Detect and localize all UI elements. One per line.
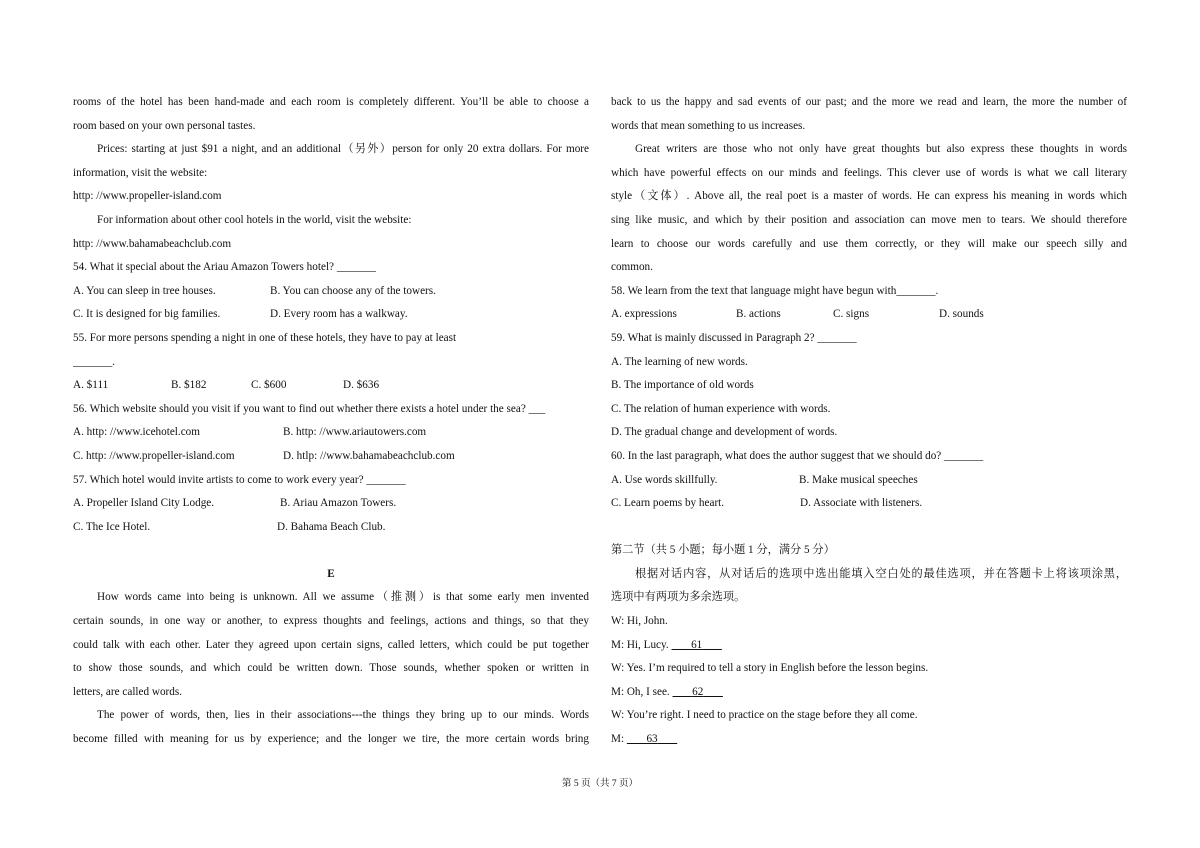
- paragraph-line: For information about other cool hotels in the world, visit the website:: [97, 213, 412, 226]
- section-2-instructions: 根据对话内容，从对话后的选项中选出能填入空白处的最佳选项，并在答题卡上将该项涂黑，: [635, 567, 1127, 580]
- option-b: B. actions: [736, 308, 781, 321]
- option-b: B. Make musical speeches: [799, 473, 918, 486]
- website-url: http: //www.propeller-island.com: [73, 190, 222, 203]
- paragraph-line: common.: [611, 261, 653, 274]
- option-d: D. Bahama Beach Club.: [277, 520, 386, 533]
- paragraph-line: to show those sounds, and which could be written down. Those sounds, whether spoken or written in: [73, 662, 589, 675]
- option-a: A. You can sleep in tree houses.: [73, 284, 216, 297]
- option-a: A. Use words skillfully.: [611, 473, 718, 486]
- question-57-stem: 57. Which hotel would invite artists to come to work every year? _______: [73, 473, 406, 486]
- answer-blank: 61: [691, 638, 703, 651]
- dialogue-line: M: 63: [611, 728, 1127, 752]
- section-2-instructions: 选项中有两项为多余选项。: [611, 591, 746, 604]
- option-b: B. http: //www.ariautowers.com: [283, 426, 427, 439]
- option-d: D. The gradual change and development of words.: [611, 426, 838, 439]
- option-c: C. $600: [251, 379, 287, 392]
- option-c: C. Learn poems by heart.: [611, 497, 725, 510]
- option-a: A. expressions: [611, 308, 677, 321]
- option-d: D. $636: [343, 379, 380, 392]
- option-c: C. It is designed for big families.: [73, 308, 221, 321]
- question-57-options: [73, 516, 589, 540]
- option-c: C. signs: [833, 308, 870, 321]
- paragraph-line: Prices: starting at just $91 a night, and an additional（另外）person for only 20 extra dollars. For more: [97, 143, 589, 156]
- option-d: D. Every room has a walkway.: [270, 308, 408, 321]
- question-54-options: [73, 280, 589, 304]
- option-d: D. Associate with listeners.: [800, 497, 923, 510]
- paragraph-line: How words came into being is unknown. All we assume（推测）is that some early men invented: [97, 591, 589, 604]
- website-url: http: //www.bahamabeachclub.com: [73, 237, 232, 250]
- option-b: B. You can choose any of the towers.: [270, 284, 436, 297]
- option-d: D. sounds: [939, 308, 984, 321]
- question-55-stem: 55. For more persons spending a night in one of these hotels, they have to pay at least: [73, 331, 457, 344]
- question-56-stem: 56. Which website should you visit if you want to find out whether there exists a hotel under the sea? ___: [73, 402, 546, 415]
- question-60-options: [611, 469, 1127, 493]
- question-58-stem: 58. We learn from the text that language might have begun with_______.: [611, 284, 939, 297]
- option-a: A. The learning of new words.: [611, 355, 748, 368]
- option-a: A. $111: [73, 379, 109, 392]
- paragraph-line: The power of words, then, lies in their associations---the things they bring up to our minds. Words: [97, 709, 589, 722]
- question-54-options: [73, 303, 589, 327]
- question-56-options: [73, 421, 589, 445]
- section-heading: E: [327, 567, 335, 580]
- section-2-title: 第二节（共 5 小题；每小题 1 分，满分 5 分）: [611, 544, 835, 557]
- page-footer: 第 5 页（共 7 页）: [561, 779, 638, 789]
- paragraph-line: certain sounds, in one way or another, to express thoughts and feelings, actions and things, so that they: [73, 615, 589, 628]
- question-60-options: [611, 492, 1127, 516]
- question-60-stem: 60. In the last paragraph, what does the author suggest that we should do? _______: [611, 449, 984, 462]
- question-55-stem-cont: _______.: [73, 355, 115, 368]
- paragraph-line: could talk with each other. Later they agreed upon certain signs, called letters, which could be put together: [73, 638, 589, 651]
- answer-blank: 63: [646, 733, 658, 746]
- paragraph-line: learn to choose our words carefully and use them correctly, or they will make our speech silly and: [611, 237, 1127, 250]
- question-56-options: [73, 445, 589, 469]
- answer-blank: 62: [692, 685, 704, 698]
- paragraph-line: information, visit the website:: [73, 166, 208, 179]
- option-c: C. http: //www.propeller-island.com: [73, 449, 235, 462]
- option-b: B. The importance of old words: [611, 379, 754, 392]
- dialogue-line: W: Yes. I’m required to tell a story in English before the lesson begins.: [611, 662, 929, 675]
- option-a: A. http: //www.icehotel.com: [73, 426, 200, 439]
- option-d: D. htlp: //www.bahamabeachclub.com: [283, 449, 455, 462]
- paragraph-line: words that mean something to us increases.: [611, 119, 806, 132]
- left-column: [73, 91, 589, 752]
- paragraph-line: become filled with meaning for us by experience; and the longer we tire, the more certain words bring: [73, 733, 589, 746]
- paragraph-line: room based on your own personal tastes.: [73, 119, 256, 132]
- option-b: B. Ariau Amazon Towers.: [280, 497, 397, 510]
- dialogue-line: W: Hi, John.: [611, 615, 668, 628]
- question-58-options: [611, 303, 1127, 327]
- right-column: [611, 91, 1127, 752]
- dialogue-line: W: You’re right. I need to practice on the stage before they all come.: [611, 709, 918, 722]
- paragraph-line: which have powerful effects on our minds and feelings. This clever use of words is what we call literary: [611, 166, 1127, 179]
- paragraph-line: back to us the happy and sad events of our past; and the more we read and learn, the more the number of: [611, 96, 1127, 108]
- dialogue-line: M: Oh, I see. 62: [611, 681, 1127, 705]
- paragraph-line: letters, are called words.: [73, 685, 183, 698]
- option-c: C. The relation of human experience with words.: [611, 402, 831, 415]
- question-57-options: [73, 492, 589, 516]
- paragraph-line: sing like music, and which by their position and association can move men to tears. We should therefore: [611, 213, 1127, 226]
- question-59-stem: 59. What is mainly discussed in Paragraph 2? _______: [611, 331, 857, 344]
- dialogue-line: M: Hi, Lucy. 61: [611, 634, 1127, 658]
- paragraph-line: Great writers are those who not only have great thoughts but also express these thoughts in words: [635, 143, 1127, 156]
- question-54-stem: 54. What it special about the Ariau Amazon Towers hotel? _______: [73, 261, 376, 274]
- option-b: B. $182: [171, 379, 207, 392]
- question-55-options: [73, 374, 589, 398]
- paragraph-line: rooms of the hotel has been hand-made and each room is completely different. You’ll be able to choose a: [73, 96, 589, 108]
- paragraph-line: style（文体）. Above all, the real poet is a master of words. He can express his meaning in words which: [611, 190, 1127, 203]
- option-a: A. Propeller Island City Lodge.: [73, 497, 215, 510]
- option-c: C. The Ice Hotel.: [73, 520, 151, 533]
